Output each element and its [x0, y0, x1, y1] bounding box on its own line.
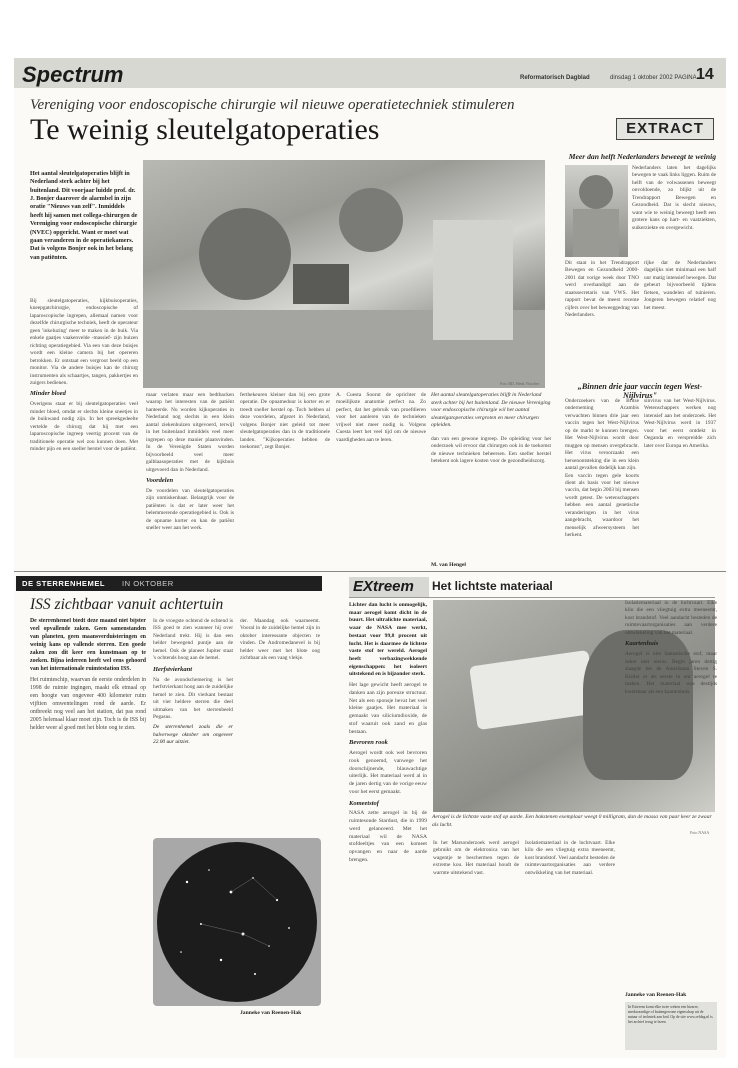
material-column-3 [525, 840, 615, 1052]
page-number: 14 [696, 66, 714, 83]
material-paragraph: Het lage gewicht heeft aerogel te danken aan zijn poreuze structuur. Net als een sponsje bevat het veel kleine gaatjes. Het materiaal is gemaakt van siliciumdioxide, de stof waaruit ook zand en glas bestaan. [349, 682, 427, 735]
photo-surgeon-head [339, 188, 403, 252]
extract-badge: EXTRACT [616, 118, 714, 140]
astronomy-paragraph: der. Maandag ook waarneemt. Vooral in de zuidelijke hemel zijn in oktober interessante objecten te vinden. De Andromedanevel is bij helder weer met het blote oog zichtbaar als een vaag vlekje. [240, 618, 320, 662]
material-paragraph: In het Marsonderzoek werd aerogel gebruikt om de elektronica van het wagentje te beschermen tegen de extreme kou. Het materiaal houdt de warmte uitstekend vast. [433, 840, 519, 876]
article-paragraph: dan van een gewone ingreep. De opleiding voor het onderzoek wil ervoor dat chirurgen ook in de toekomst de nieuwe technieken beheersen. Een sneller herstel betekent ook lagere kosten voor de gezondheidszorg. [431, 436, 551, 465]
sidebar-paragraph: Een vaccin tegen gele koorts dient als basis voor het nieuwe vaccin, dat begin 2003 bij mensen wordt getest. De wetenschappers hebben een aantal genetische veranderingen in het virus aangebracht, waardoor het menselijk afweersysteem het herkent. [565, 472, 639, 539]
photo-surgeon-head [199, 208, 291, 300]
issue-date: dinsdag 1 oktober 2002 PAGINA [610, 75, 697, 81]
article-column-5 [431, 436, 551, 558]
material-subhead: Komeetstof [349, 799, 379, 807]
material-paragraph: Aerogel wordt ook wel bevroren rook genoemd, vanwege het doorschijnende, blauwachtige uiterlijk. Het materiaal werd al in de jaren dertig van de vorige eeuw voor het eerst gemaakt. [349, 750, 427, 795]
sidebar-paragraph: Onderzoekers van de Britse onderneming Acambis verwachten binnen drie jaar een vaccin tegen het West-Nijlvirus op de markt te kunnen brengen. Het West-Nijlvirus wordt door muggen op mensen overgebracht. Het virus veroorzaakt een hersenontsteking die in een klein aantal gevallen dodelijk kan zijn. [565, 398, 639, 472]
article-paragraph: ferthekeuren kleiner dan bij een grote operatie. De opnameduur is korter en er treedt sneller herstel op. Toch hebben al deze voordelen, afgezet in Nederland, volgens Bonjer niet geleid tot meer sleutelgatoperaties dan in de traditionele landen. "Kijkoperaties hebben de toekomst", zegt Bonjer. [240, 392, 330, 451]
sidebar-paragraph: Nederlanders laten het dagelijks bewegen te vaak links liggen. Ruim de helft van de volwassenen beweegt onvoldoende, zo blijkt uit de Trendrapport Bewegen en Gezondheid. Dat is slecht nieuws, want wie te weinig beweegt heeft een grotere kans op hart- en vaatziekten, suikerziekte en overgewicht. [632, 165, 716, 231]
sidebar-pull-title: „Binnen drie jaar vaccin tegen West-Nijlvirus" [577, 382, 703, 400]
astronomy-column-1 [30, 618, 146, 1008]
article-paragraph: De voordelen van sleutelgatoperaties zijn onmiskenbaar. Belangrijk voor de patiënten is dat er later weer het belemmerende operatiegebied is. Ook is de opname korter en kan de patiënt sneller weer aan het werk. [146, 487, 234, 532]
aerogel-caption: Aerogel is de lichtste vaste stof op aarde. Een bakstenen exemplaar weegt 0 milligram, dan de massa van paar keer ze zwaar als lucht. [432, 814, 712, 828]
astronomy-bar-month: IN OKTOBER [122, 579, 174, 588]
material-lede: Lichter dan lucht is onmogelijk, maar aerogel komt dicht in de buurt. Het ultralichte materiaal, waar de NASA mee werkt, bestaat voor 99,8 procent uit lucht. Het is daarmee de lichtste vaste stof ter wereld. Aerogel heeft verbazingwekkende eigenschappen: het isoleert uitstekend en is bijzonder sterk. [349, 602, 427, 678]
astronomy-paragraph: Het ruimteschip, waarvan de eerste onderdelen in 1998 de ruimte ingingen, maakt elk etmaal op een hoogte van ongeveer 400 kilometer ruim vijftien omwentelingen rond de aarde. Er ontbreekt nog veel aan het station, dat pas rond 2005 helemaal klaar moet zijn. Toch is de ISS bij helder weer al goed met het blote oog te zien. [30, 676, 146, 731]
material-column-1 [349, 602, 427, 1052]
article-paragraph: A. Cuesta Soorut de oprichter de moeilijkste anatomie perfect na. Zo perfect, dat het gebruik van proefdieren voor het aanleren van de technieken vrijwel niet meer nodig is. Volgens Cuesta leert het veel tijd om de nieuwe vaardigheden aan te leren. [336, 392, 426, 443]
photo-caption: Het aantal sleutelgatoperaties blijft in Nederland sterk achter bij het buitenland. De nieuwe Vereniging voor endoscopische chirurgie wil het aantal sleutelgatoperaties vergroten en meer chirurgen opleiden. [431, 392, 551, 429]
surgery-photo [143, 160, 545, 388]
photo-monitor [293, 264, 349, 304]
star-map-stars [157, 842, 317, 1002]
material-paragraph: Isolatiemateriaal in de luchtvaart. Elke kilo die een vliegtuig extra meeneemt, kost brandstof. Veel aandacht besteden de ruimtevaartorganisaties aan verdere ontwikkeling van het materiaal. [525, 840, 615, 876]
aerogel-photo-credit: Foto NASA [690, 830, 710, 835]
extreem-infobox: In Extreem komt elke twee weken een bizarre, merkwaardige of buitengewone eigenschap uit de natuur of techniek aan bod. Op de site www.refdag.nl is het archief terug te lezen. [625, 1002, 717, 1050]
article-column-2 [146, 392, 234, 570]
material-paragraph: Isolatiemateriaal in de luchtvaart. Elke kilo die een vliegtuig extra meeneemt, kost brandstof. Veel aandacht besteden de ruimtevaartorganisaties aan verdere ontwikkeling van het materiaal. [625, 600, 717, 636]
material-paragraph: Aerogel is niet fantastische stof, maar zeker niet nieuw. Begin jaren dertig slaagde het de Amerikaan Steven S. Kistler er als eerste in om aerogel te maken. Het materiaal was destijds kwetsbaar als een kaartenhuis. [625, 651, 717, 695]
article-column-1 [30, 298, 138, 570]
astronomy-column-3 [240, 618, 320, 832]
astronomy-subhead: Herfstvierkant [153, 665, 192, 673]
photo-surgeon-gown [433, 220, 513, 340]
article-author: M. van Hengel [431, 562, 466, 568]
sidebar-column-4 [565, 398, 639, 566]
section-divider [14, 571, 726, 572]
star-map-sky [157, 842, 317, 1002]
photo-person-head [579, 175, 613, 209]
sidebar-column-1 [632, 165, 716, 257]
photo-aerogel-block [469, 650, 597, 730]
material-title: Het lichtste materiaal [432, 579, 553, 593]
article-kicker: Vereniging voor endoscopische chirurgie wil nieuwe operatietechniek stimuleren [30, 97, 515, 113]
photo-credit: Foto RD, Henk Visscher [500, 381, 540, 386]
astronomy-author: Janneke van Reenen-Hak [240, 1010, 302, 1016]
article-paragraph: Overigens staat er bij sleutelgatoperaties veel minder bloed, omdat er slechts kleine sneetjes in de buikwand nodig zijn. In het spreekgedeelte vertelde de chirurg dat hij met een laparoscopische ingreep veertig procent van de traditionele operatie wel zou kunnen doen. Met minder pijn en een sneller herstel voor de patiënt. [30, 401, 138, 453]
sidebar-title: Meer dan helft Nederlanders beweegt te weinig [568, 152, 716, 161]
sidebar-column-2 [565, 260, 639, 376]
astronomy-column-2 [153, 618, 233, 832]
material-column-2 [433, 840, 519, 1052]
article-paragraph: maar verlaten maar een bedtbacken waarop het interesten van de patiënt hanteerde. Nu worden kijkoperaties in Nederland nog slechts in een klein aantal ziekenhuizen uitgevoerd, terwijl in het buitenland inmiddels veel meer ingrepen op deze manier plaatsvinden. In de Verenigde Staten worden bijvoorbeeld veel meer galblaasoperaties met de kijkbuis uitgevoerd dan in Nederland. [146, 392, 234, 473]
sidebar-photo [565, 165, 628, 257]
article-column-4 [336, 392, 426, 570]
astronomy-lede: De sterrenhemel biedt deze maand niet bijster veel opvallende zaken. Geen samenstanden van planeten, geen maansverduisteringen en weinig kans op vallende sterren. Een goede zaken zon dit keer een kunstmaan op te zoeken. Bijna iedereen heeft wel eens gehoord van het internationale ruimtestation ISS. [30, 618, 146, 672]
astronomy-bar-label: DE STERRENHEMEL [22, 579, 106, 588]
article-column-3 [240, 392, 330, 570]
astronomy-headline: ISS zichtbaar vanuit achtertuin [30, 596, 224, 613]
material-column-4 [625, 600, 717, 992]
sidebar-column-3 [644, 260, 716, 376]
sidebar-paragraph: rijke dat de Nederlanders dagelijks niet minimaal een half uur matig intensief bewegen. Dat gebeurt bijvoorbeeld tijdens fietsen, wandelen of tuinieren. Jongeren bewegen relatief nog het meest. [644, 260, 716, 311]
material-subhead: Bevroren rook [349, 739, 388, 747]
article-subhead: Minder bloed [30, 390, 66, 398]
article-paragraph: Bij sleutelgatoperaties, kijkbuisoperaties, kneepgatchirurgie, endoscopische of laparoscopische ingrepen, allemaal namen voor dezelfde chirurgische techniek, heeft de operateur geen 'inkeluzing' meer te maken in de buik. Via enkele gaatjes vaakenvelde -massief- zijn buizen richting operatiegebied. Via een van deze buisjes wordt een kleine camera bij het opereren betrokken. Er ontstaat een vergroot beeld op een monitor. Via de andere buisjes kan de chirurg instrumenten als schaartjes, tangen, pakkertjes en zuigers bedienen. [30, 298, 138, 386]
material-subhead: Kaartenhuis [625, 640, 659, 648]
sidebar-paragraph: Dit staat in het Trendrapport Bewegen en Gezondheid 2000-2001 dat vorige week door TNO werd overhandigd aan de staatssecretaris van VWS. Het rapport bevat de meest recente cijfers over het beweeggedrag van Nederlanders. [565, 260, 639, 319]
astronomy-paragraph: In de vroegste ochtend de ochtend is ISS goed te zien wanneer hij over Nederland trekt. Hij is dan een helder bewegend puntje aan de hemel. Ook de planeet Jupiter staat 's ochtends hoog aan de hemel. [153, 618, 233, 662]
article-lede: Het aantal sleutelgatoperaties blijft in Nederland sterk achter bij het buitenland. Dit voorjaar luidde prof. dr. J. Bonjer daarover de alarmbel in zijn oratie "Nieuws van zelf". Inmiddels heeft hij samen met collega-chirurgen de Vereniging voor endoscopische chirurgie (NVEC) opgericht. Want er moet wat gaan veranderen in de operatiekamers. Dat is volgens Bonjer ook in het belang van patiënten. [30, 170, 138, 261]
sidebar-paragraph: sinvirus van het West-Nijlvirus. Wetenschappers werken nog intensief aan het onderzoek. Het West-Nijlvirus werd in 1937 voor het eerst ontdekt in Oeganda en verspreidde zich later over Europa en Amerika. [644, 398, 716, 449]
astronomy-paragraph: Na de avondschemering is het herfstvierkant hoog aan de zuidelijke hemel te zien. Dit vierkant bestaat uit vier heldere sterren die deel uitmaken van het sterrenbeeld Pegasus. [153, 676, 233, 720]
photo-person-body [573, 209, 619, 257]
material-author: Janneke van Reenen-Hak [625, 992, 687, 998]
article-subhead: Voordelen [146, 476, 174, 484]
article-headline: Te weinig sleutelgatoperaties [30, 113, 380, 146]
star-map [153, 838, 321, 1006]
section-title: Spectrum [22, 62, 124, 87]
extreem-logo: EXtreem [349, 577, 429, 597]
star-map-caption: De sterrenhemel zoals die er halverwege oktober om ongeveer 22.00 uur uitziet. [153, 724, 233, 746]
paper-name: Reformatorisch Dagblad [520, 75, 590, 81]
material-paragraph: NASA zette aerogel in bij de ruimtesonde Stardust, die in 1999 werd gelanceerd. Met het materiaal wil de NASA stofdeeltjes van een komeet opvangen en naar de aarde brengen. [349, 810, 427, 863]
sidebar-column-5 [644, 398, 716, 566]
